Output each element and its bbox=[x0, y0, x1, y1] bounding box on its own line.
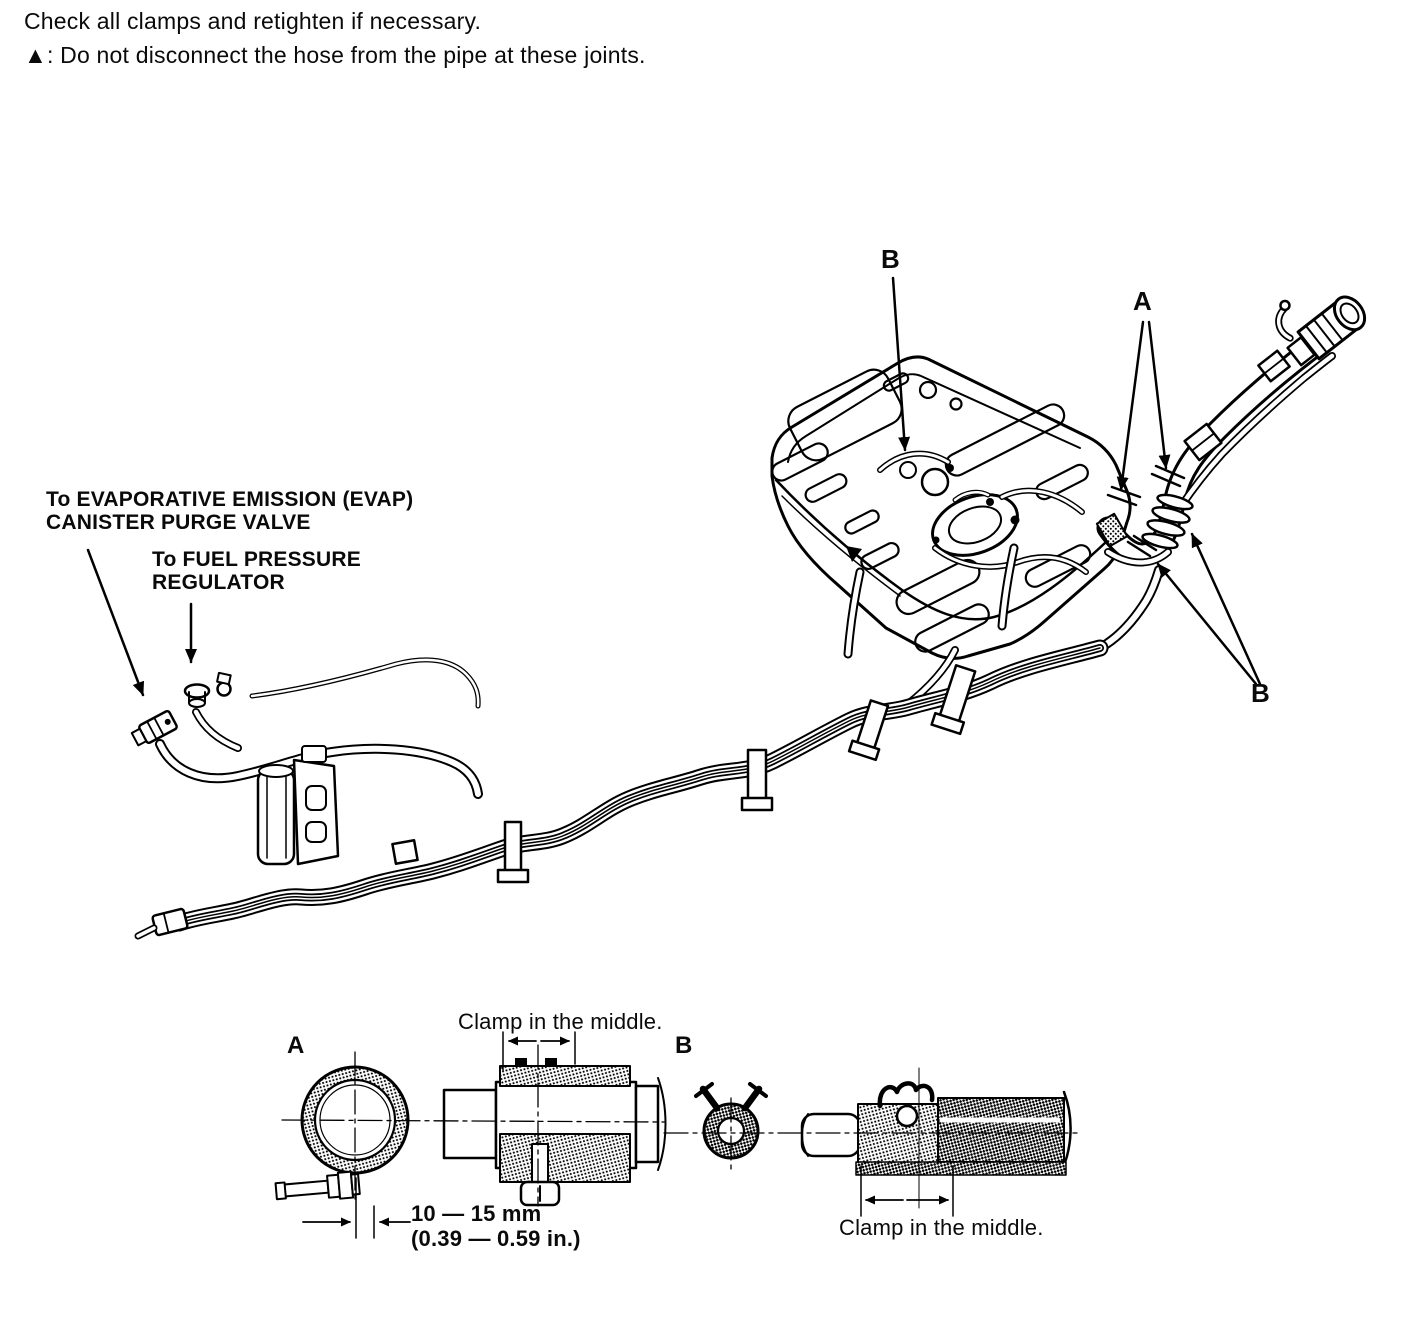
tank-ribs bbox=[769, 364, 1093, 655]
evap-label-line1: To EVAPORATIVE EMISSION (EVAP) bbox=[46, 488, 414, 511]
fuel-pump-assembly bbox=[880, 454, 1086, 572]
filter-bracket bbox=[294, 760, 338, 864]
evap-filter-assembly bbox=[130, 660, 478, 864]
clamp-a-screw bbox=[275, 1171, 360, 1204]
tank-flange-echo bbox=[788, 374, 1080, 462]
evap-label-line2: CANISTER PURGE VALVE bbox=[46, 511, 311, 534]
pressure-regulator-fitting bbox=[185, 685, 209, 708]
callout-a-filler: A bbox=[1133, 286, 1152, 316]
detail-a-dimension-imperial: (0.39 — 0.59 in.) bbox=[411, 1226, 581, 1251]
detail-a-dimension-metric: 10 — 15 mm bbox=[411, 1201, 542, 1226]
screw-fitting bbox=[217, 673, 231, 696]
detail-b-clamp-note: Clamp in the middle. bbox=[839, 1215, 1044, 1240]
note-check-clamps: Check all clamps and retighten if necessary. bbox=[24, 8, 482, 34]
fuel-pressure-regulator-label-line2: REGULATOR bbox=[152, 571, 285, 594]
arrow-b-filler-left bbox=[1158, 564, 1256, 684]
arrow-a-left bbox=[1121, 322, 1143, 490]
note-triangle-joints: ▲: Do not disconnect the hose from the pipe at these joints. bbox=[24, 42, 646, 68]
detail-a-clamp-note: Clamp in the middle. bbox=[458, 1009, 663, 1034]
detail-a-label: A bbox=[287, 1032, 305, 1059]
detail-b-label: B bbox=[675, 1032, 693, 1059]
fuel-filter-canister bbox=[258, 770, 294, 864]
tank-top-holes bbox=[920, 382, 962, 410]
arrow-b-filler-right bbox=[1192, 534, 1260, 684]
evap-hose-connector bbox=[130, 710, 177, 748]
clamp-b-side-view bbox=[802, 1083, 1071, 1175]
fuel-pressure-regulator-label-line1: To FUEL PRESSURE bbox=[152, 548, 361, 571]
line-end-connector bbox=[152, 908, 188, 935]
filler-bellows bbox=[1141, 492, 1194, 551]
callout-b-top: B bbox=[881, 244, 900, 274]
arrow-evap bbox=[88, 550, 143, 695]
callout-arrows bbox=[88, 278, 1260, 695]
detail-b-drawing bbox=[664, 1068, 1082, 1216]
fuel-tank bbox=[769, 357, 1130, 658]
arrow-a-right bbox=[1149, 322, 1166, 468]
callout-b-filler: B bbox=[1251, 678, 1270, 708]
clamp-a-side-view bbox=[444, 1058, 666, 1205]
